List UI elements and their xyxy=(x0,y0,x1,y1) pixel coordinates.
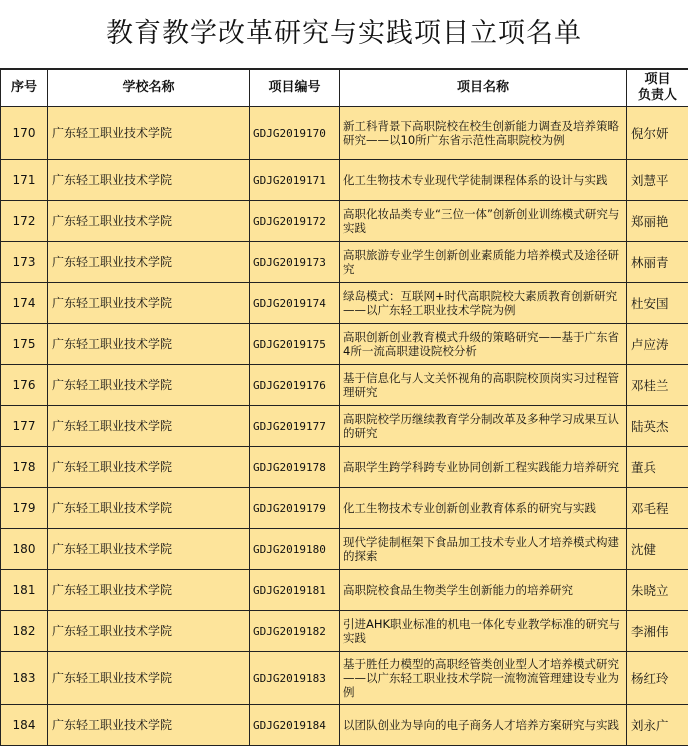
header-code: 项目编号 xyxy=(250,70,340,107)
cell-seq: 170 xyxy=(1,107,48,160)
table-row xyxy=(1,447,688,488)
cell-project-name: 高职旅游专业学生创新创业素质能力培养模式及途径研究 xyxy=(340,242,627,283)
cell-code: GDJG2019179 xyxy=(250,488,340,529)
cell-project-name: 以团队创业为导向的电子商务人才培养方案研究与实践 xyxy=(340,705,627,746)
cell-leader: 邓毛程 xyxy=(627,488,688,529)
table-row xyxy=(1,570,688,611)
cell-school: 广东轻工职业技术学院 xyxy=(48,242,250,283)
header-project-name: 项目名称 xyxy=(340,70,627,107)
cell-code: GDJG2019176 xyxy=(250,365,340,406)
table-row xyxy=(1,488,688,529)
cell-project-name: 高职化妆品类专业“三位一体”创新创业训练模式研究与实践 xyxy=(340,201,627,242)
table-row xyxy=(1,529,688,570)
cell-code: GDJG2019181 xyxy=(250,570,340,611)
cell-seq: 171 xyxy=(1,160,48,201)
cell-school: 广东轻工职业技术学院 xyxy=(48,488,250,529)
project-table xyxy=(0,69,688,746)
cell-leader: 杜安国 xyxy=(627,283,688,324)
cell-project-name: 高职院校食品生物类学生创新能力的培养研究 xyxy=(340,570,627,611)
table-row xyxy=(1,324,688,365)
cell-school: 广东轻工职业技术学院 xyxy=(48,365,250,406)
table-row xyxy=(1,611,688,652)
cell-project-name: 新工科背景下高职院校在校生创新能力调查及培养策略研究——以10所广东省示范性高职院校为例 xyxy=(340,107,627,160)
cell-seq: 173 xyxy=(1,242,48,283)
cell-seq: 178 xyxy=(1,447,48,488)
cell-seq: 183 xyxy=(1,652,48,705)
table-row xyxy=(1,201,688,242)
cell-project-name: 化工生物技术专业创新创业教育体系的研究与实践 xyxy=(340,488,627,529)
cell-seq: 172 xyxy=(1,201,48,242)
cell-code: GDJG2019174 xyxy=(250,283,340,324)
cell-school: 广东轻工职业技术学院 xyxy=(48,283,250,324)
table-body xyxy=(1,107,688,746)
cell-school: 广东轻工职业技术学院 xyxy=(48,324,250,365)
cell-school: 广东轻工职业技术学院 xyxy=(48,107,250,160)
cell-seq: 182 xyxy=(1,611,48,652)
table-header-row xyxy=(1,70,688,107)
cell-code: GDJG2019178 xyxy=(250,447,340,488)
table-row xyxy=(1,652,688,705)
cell-leader: 沈健 xyxy=(627,529,688,570)
cell-seq: 176 xyxy=(1,365,48,406)
cell-code: GDJG2019170 xyxy=(250,107,340,160)
cell-project-name: 基于胜任力模型的高职经管类创业型人才培养模式研究——以广东轻工职业技术学院一流物流管理建设专业为例 xyxy=(340,652,627,705)
cell-school: 广东轻工职业技术学院 xyxy=(48,611,250,652)
cell-project-name: 化工生物技术专业现代学徒制课程体系的设计与实践 xyxy=(340,160,627,201)
cell-school: 广东轻工职业技术学院 xyxy=(48,705,250,746)
cell-project-name: 现代学徒制框架下食品加工技术专业人才培养模式构建的探索 xyxy=(340,529,627,570)
table-row xyxy=(1,283,688,324)
cell-seq: 181 xyxy=(1,570,48,611)
cell-leader: 刘永广 xyxy=(627,705,688,746)
cell-leader: 倪尔妍 xyxy=(627,107,688,160)
cell-code: GDJG2019183 xyxy=(250,652,340,705)
header-leader: 项目 负责人 xyxy=(627,70,688,107)
cell-seq: 177 xyxy=(1,406,48,447)
cell-school: 广东轻工职业技术学院 xyxy=(48,447,250,488)
cell-school: 广东轻工职业技术学院 xyxy=(48,201,250,242)
cell-seq: 175 xyxy=(1,324,48,365)
cell-leader: 李湘伟 xyxy=(627,611,688,652)
cell-code: GDJG2019184 xyxy=(250,705,340,746)
header-school: 学校名称 xyxy=(48,70,250,107)
cell-code: GDJG2019175 xyxy=(250,324,340,365)
cell-leader: 陆英杰 xyxy=(627,406,688,447)
cell-school: 广东轻工职业技术学院 xyxy=(48,652,250,705)
cell-project-name: 高职学生跨学科跨专业协同创新工程实践能力培养研究 xyxy=(340,447,627,488)
cell-code: GDJG2019173 xyxy=(250,242,340,283)
table-row xyxy=(1,160,688,201)
cell-seq: 180 xyxy=(1,529,48,570)
table-row xyxy=(1,107,688,160)
cell-project-name: 引进AHK职业标准的机电一体化专业教学标准的研究与实践 xyxy=(340,611,627,652)
cell-leader: 郑丽艳 xyxy=(627,201,688,242)
table-row xyxy=(1,406,688,447)
cell-leader: 卢应涛 xyxy=(627,324,688,365)
cell-leader: 董兵 xyxy=(627,447,688,488)
table-row xyxy=(1,365,688,406)
cell-school: 广东轻工职业技术学院 xyxy=(48,160,250,201)
table-row xyxy=(1,242,688,283)
cell-school: 广东轻工职业技术学院 xyxy=(48,529,250,570)
cell-leader: 杨红玲 xyxy=(627,652,688,705)
cell-seq: 174 xyxy=(1,283,48,324)
table-row xyxy=(1,705,688,746)
cell-code: GDJG2019182 xyxy=(250,611,340,652)
header-seq: 序号 xyxy=(1,70,48,107)
cell-leader: 朱晓立 xyxy=(627,570,688,611)
cell-leader: 刘慧平 xyxy=(627,160,688,201)
cell-school: 广东轻工职业技术学院 xyxy=(48,570,250,611)
cell-leader: 邓桂兰 xyxy=(627,365,688,406)
cell-project-name: 绿岛模式：互联网+时代高职院校大素质教育创新研究——以广东轻工职业技术学院为例 xyxy=(340,283,627,324)
cell-seq: 179 xyxy=(1,488,48,529)
cell-school: 广东轻工职业技术学院 xyxy=(48,406,250,447)
cell-project-name: 基于信息化与人文关怀视角的高职院校顶岗实习过程管理研究 xyxy=(340,365,627,406)
cell-seq: 184 xyxy=(1,705,48,746)
cell-code: GDJG2019180 xyxy=(250,529,340,570)
cell-code: GDJG2019172 xyxy=(250,201,340,242)
cell-code: GDJG2019171 xyxy=(250,160,340,201)
cell-project-name: 高职院校学历继续教育学分制改革及多种学习成果互认的研究 xyxy=(340,406,627,447)
document-title: 教育教学改革研究与实践项目立项名单 xyxy=(0,0,688,69)
cell-project-name: 高职创新创业教育模式升级的策略研究——基于广东省4所一流高职建设院校分析 xyxy=(340,324,627,365)
cell-leader: 林丽青 xyxy=(627,242,688,283)
cell-code: GDJG2019177 xyxy=(250,406,340,447)
